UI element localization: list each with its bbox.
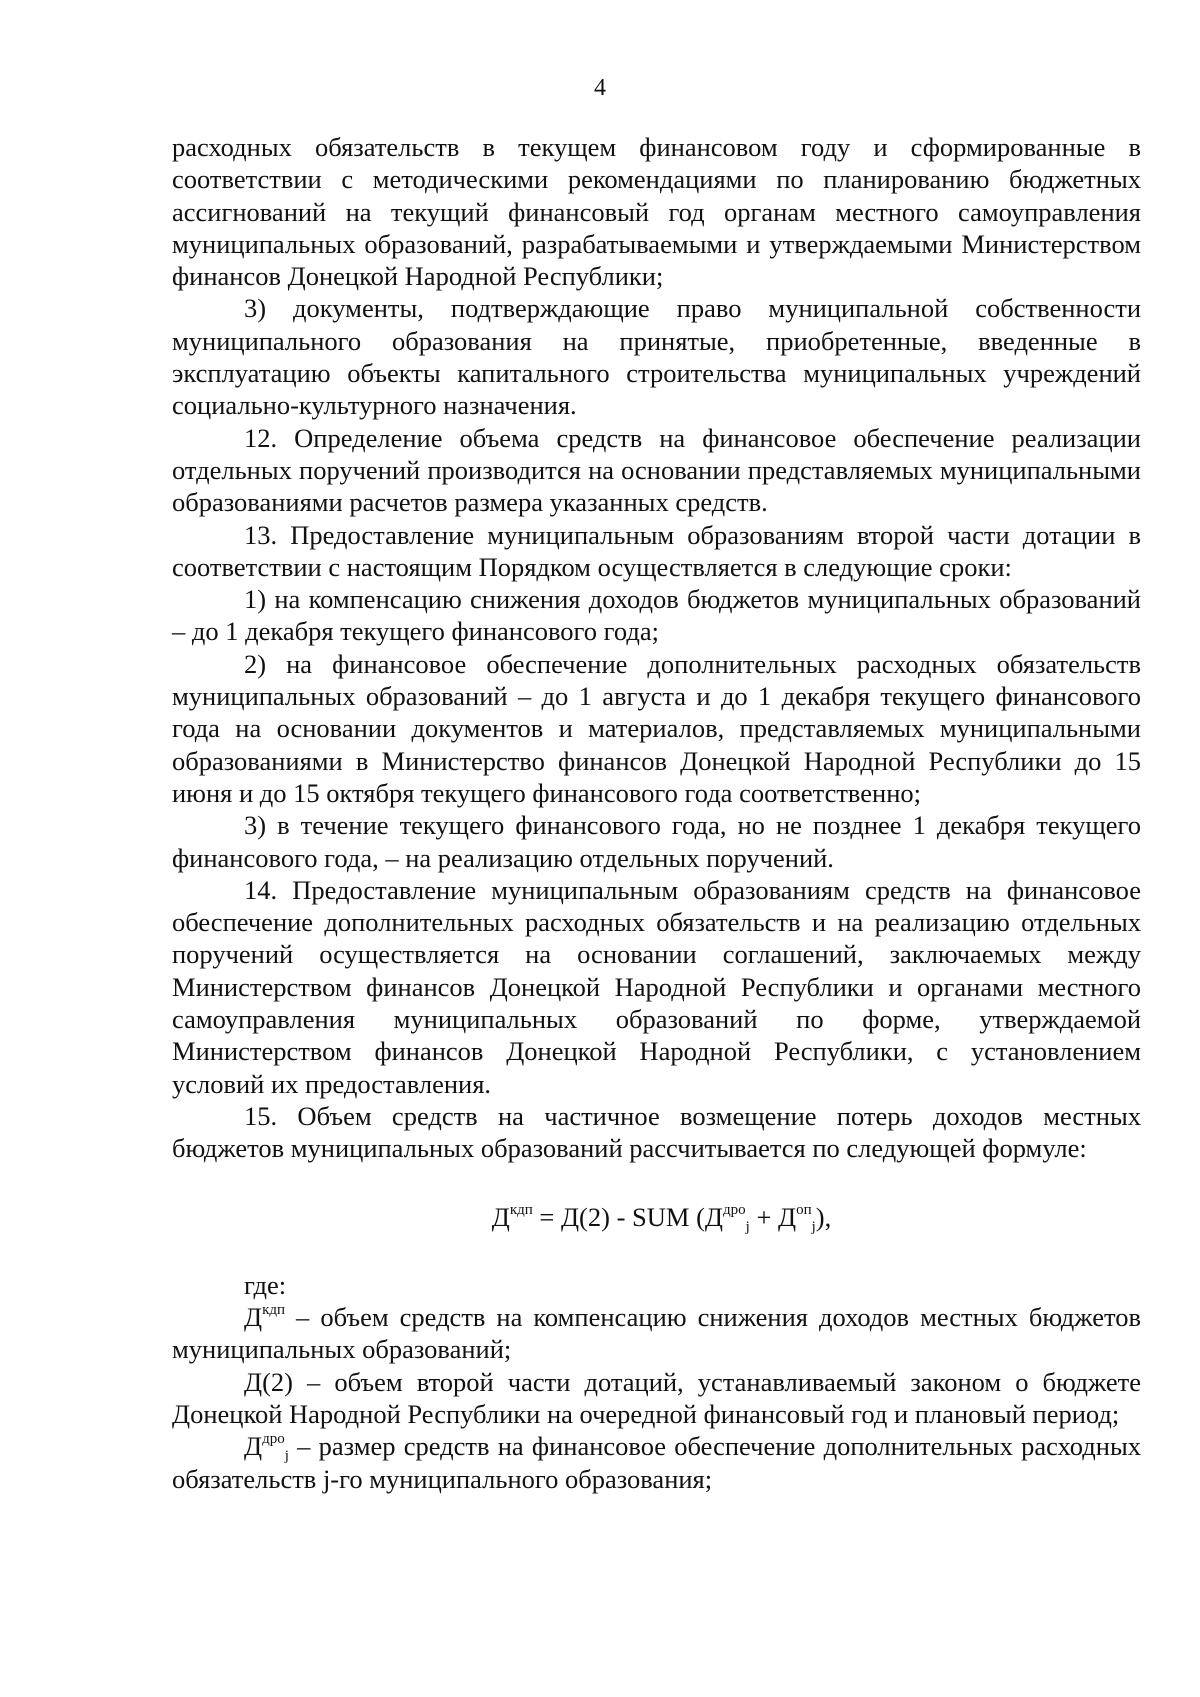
def1-sup: кдп <box>262 1302 286 1319</box>
formula-end: ), <box>815 1201 832 1232</box>
paragraph-clause-13-item-1: 1) на компенсацию снижения доходов бюджетов муниципальных образований – до 1 декабря текущего финансового года; <box>172 584 1141 647</box>
formula-sub-j1: j <box>745 1218 750 1235</box>
paragraph-clause-13-item-3: 3) в течение текущего финансового года, но не позднее 1 декабря текущего финансового года, – на реализацию отдельных поручений. <box>172 810 1141 873</box>
definition-d2: Д(2) – объем второй части дотаций, устанавливаемый законом о бюджете Донецкой Народной Республики на очередной финансовый год и плановый период; <box>172 1366 1141 1429</box>
formula-d: Д <box>491 1201 510 1232</box>
formula-eq: = Д(2) - SUM (Д <box>532 1201 723 1232</box>
paragraph-clause-12: 12. Определение объема средств на финансовое обеспечение реализации отдельных поручений производится на основании представляемых муниципальными образованиями расчетов размера указанных средств. <box>172 422 1141 518</box>
paragraph-clause-14: 14. Предоставление муниципальным образованиям средств на финансовое обеспечение дополнительных расходных обязательств и на реализацию отдельных поручений осуществляется на основании соглашений, заключаемых между Министерством финансов Донецкой Народной Республики и органами местного самоуправления муниципальных образований по форме, утверждаемой Министерством финансов Донецкой Народной Республики, с установлением условий их предоставления. <box>172 874 1141 1099</box>
formula-plus: + Д <box>749 1201 797 1232</box>
def3-symbol: Д <box>244 1431 263 1462</box>
definition-dro <box>172 1430 1141 1495</box>
def3-sub: j <box>284 1448 289 1465</box>
paragraph-clause-13: 13. Предоставление муниципальным образованиям второй части дотации в соответствии с настоящим Порядком осуществляется в следующие сроки: <box>172 519 1141 582</box>
paragraph-clause-15: 15. Объем средств на частичное возмещение потерь доходов местных бюджетов муниципальных образований рассчитывается по следующей формуле: <box>172 1100 1141 1164</box>
formula <box>172 1201 1141 1233</box>
paragraph-clause-13-item-2: 2) на финансовое обеспечение дополнительных расходных обязательств муниципальных образований – до 1 августа и до 1 декабря текущего финансового года на основании документов и материалов, представляемых муниципальными образованиями в Министерство финансов Донецкой Народной Республики до 15 июня и до 15 октября текущего финансового года соответственно; <box>172 648 1141 808</box>
def3-sup: дро <box>262 1431 285 1448</box>
formula-sup-kdp: кдп <box>509 1201 533 1218</box>
def3-text: – размер средств на финансовое обеспечение дополнительных расходных обязательств j-го муниципального образования; <box>172 1431 1141 1494</box>
def1-symbol: Д <box>244 1302 263 1333</box>
formula-sub-j2: j <box>811 1218 816 1235</box>
formula-sup-dro: дро <box>723 1201 746 1218</box>
def1-text: – объем средств на компенсацию снижения доходов местных бюджетов муниципальных образований; <box>172 1302 1141 1365</box>
where-label: где: <box>244 1269 287 1300</box>
definition-kdp <box>172 1301 1141 1366</box>
page-number: 4 <box>594 75 606 101</box>
document-body <box>172 131 1141 1495</box>
formula-sup-op: оп <box>796 1201 812 1218</box>
paragraph-continuation: расходных обязательств в текущем финансовом году и сформированные в соответствии с методическими рекомендациями по планированию бюджетных ассигнований на текущий финансовый год органам местного самоуправления муниципальных образований, разрабатываемыми и утверждаемыми Министерством финансов Донецкой Народной Республики; <box>172 132 1141 292</box>
paragraph-item-3: 3) документы, подтверждающие право муниципальной собственности муниципального образования на принятые, приобретенные, введенные в эксплуатацию объекты капитального строительства муниципальных учреждений социально-культурного назначения. <box>172 293 1141 421</box>
